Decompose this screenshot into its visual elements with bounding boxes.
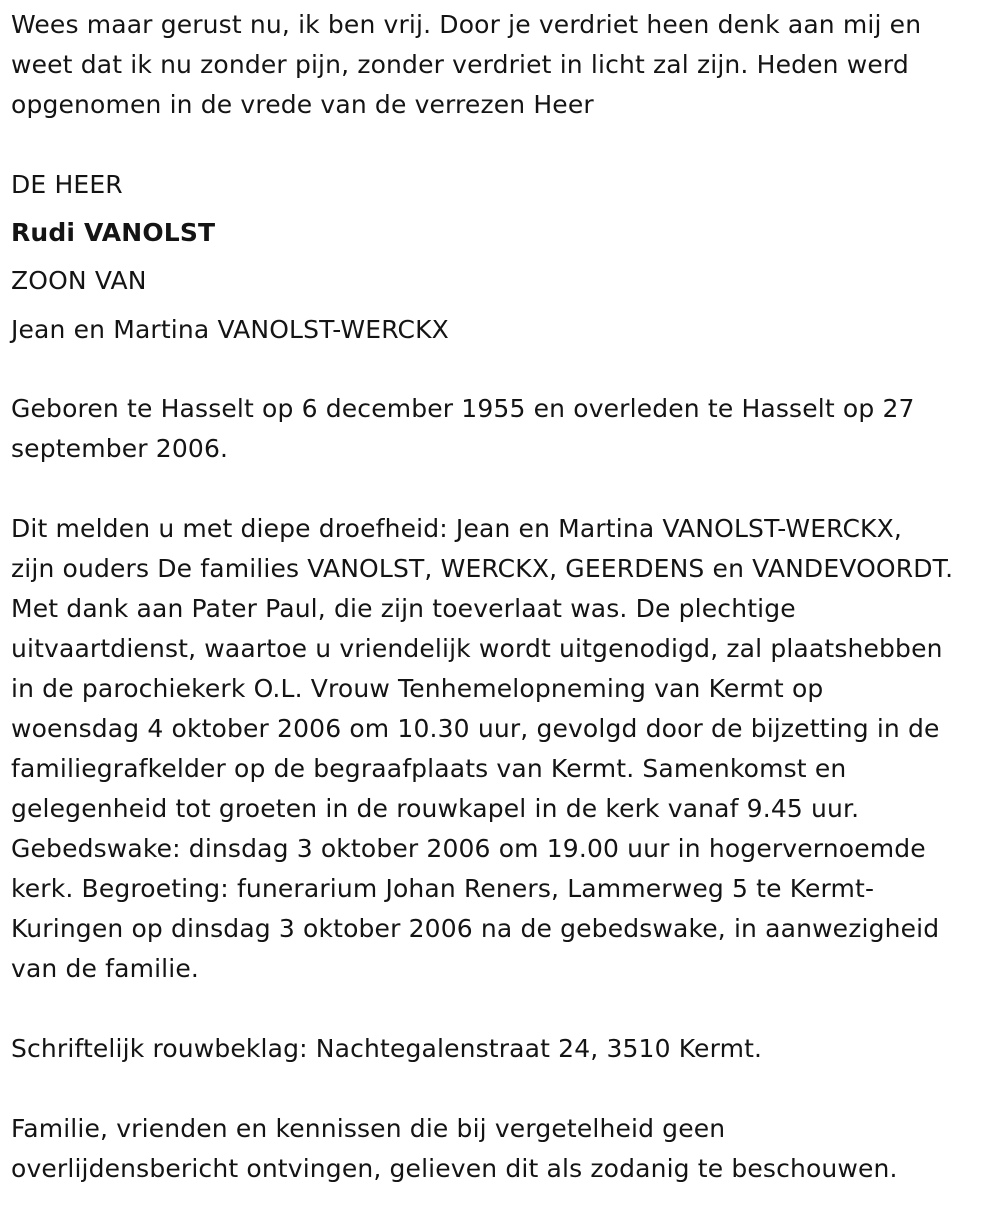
announcement-line-5: in de parochiekerk O.L. Vrouw Tenhemelopneming van Kermt op bbox=[11, 674, 824, 703]
announcement-line-3: Met dank aan Pater Paul, die zijn toeverlaat was. De plechtige bbox=[11, 594, 796, 623]
announcement-line-7: familiegrafkelder op de begraafplaats van Kermt. Samenkomst en bbox=[11, 754, 847, 783]
intro-line-3: opgenomen in de vrede van de verrezen Heer bbox=[11, 90, 594, 119]
announcement-line-1: Dit melden u met diepe droefheid: Jean en Martina VANOLST-WERCKX, bbox=[11, 514, 902, 543]
announcement-line-9: Gebedswake: dinsdag 3 oktober 2006 om 19.00 uur in hogervernoemde bbox=[11, 834, 926, 863]
announcement-line-11: Kuringen op dinsdag 3 oktober 2006 na de gebedswake, in aanwezigheid bbox=[11, 914, 940, 943]
announcement-line-10: kerk. Begroeting: funerarium Johan Reners, Lammerweg 5 te Kermt- bbox=[11, 874, 875, 903]
person-title: DE HEER bbox=[11, 170, 123, 199]
announcement-line-6: woensdag 4 oktober 2006 om 10.30 uur, gevolgd door de bijzetting in de bbox=[11, 714, 940, 743]
person-relation: ZOON VAN bbox=[11, 266, 147, 295]
announcement-line-12: van de familie. bbox=[11, 954, 199, 983]
condolence-address: Schriftelijk rouwbeklag: Nachtegalenstraat 24, 3510 Kermt. bbox=[11, 1034, 763, 1063]
birth-death-line-1: Geboren te Hasselt op 6 december 1955 en overleden te Hasselt op 27 bbox=[11, 394, 915, 423]
person-name: Rudi VANOLST bbox=[11, 218, 216, 247]
announcement-line-2: zijn ouders De families VANOLST, WERCKX, GEERDENS en VANDEVOORDT. bbox=[11, 554, 954, 583]
person-parents: Jean en Martina VANOLST-WERCKX bbox=[11, 315, 449, 344]
closing-line-1: Familie, vrienden en kennissen die bij vergetelheid geen bbox=[11, 1114, 726, 1143]
closing-line-2: overlijdensbericht ontvingen, gelieven dit als zodanig te beschouwen. bbox=[11, 1154, 898, 1183]
announcement-line-4: uitvaartdienst, waartoe u vriendelijk wordt uitgenodigd, zal plaatshebben bbox=[11, 634, 943, 663]
intro-line-2: weet dat ik nu zonder pijn, zonder verdriet in licht zal zijn. Heden werd bbox=[11, 50, 909, 79]
intro-line-1: Wees maar gerust nu, ik ben vrij. Door je verdriet heen denk aan mij en bbox=[11, 10, 922, 39]
birth-death-line-2: september 2006. bbox=[11, 434, 229, 463]
announcement-line-8: gelegenheid tot groeten in de rouwkapel in de kerk vanaf 9.45 uur. bbox=[11, 794, 860, 823]
